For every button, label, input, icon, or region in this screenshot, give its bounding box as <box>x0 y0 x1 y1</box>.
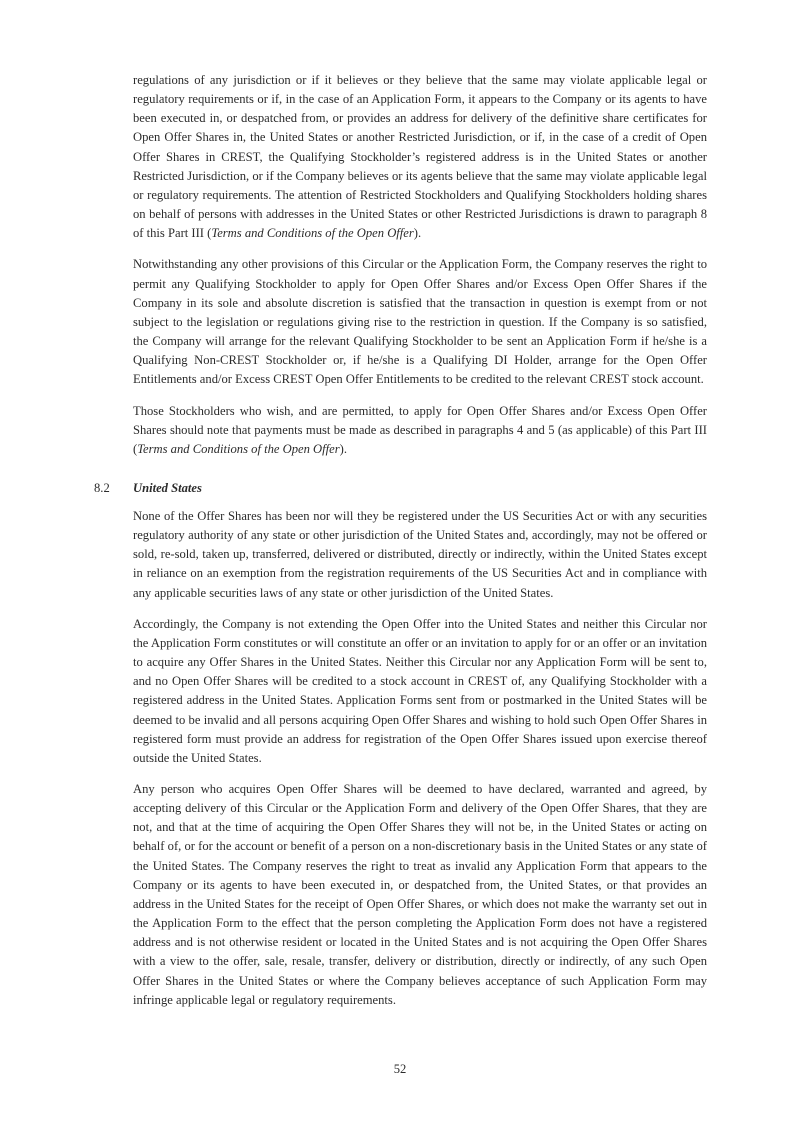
terms-and-conditions-title: Terms and Conditions of the Open Offer <box>137 441 340 456</box>
paragraph-text-tail: ). <box>339 441 347 456</box>
section-number: 8.2 <box>94 480 110 495</box>
paragraph-not-extending-offer: Accordingly, the Company is not extending the Open Offer into the United States and neither this Circular nor the Application Form constitutes or will constitute an offer or an invitation to apply for or an offer or an invitation to acquire any Offer Shares in the United States. Neither this Circular nor any Application Form will be sent to, and no Open Offer Shares will be credited to a stock account in CREST of, any Qualifying Stockholder with a registered address in the United States. Application Forms sent from or postmarked in the United States will be deemed to be invalid and all persons acquiring Open Offer Shares and wishing to hold such Open Offer Shares in registered form must provide an address for registration of the Open Offer Shares issued upon exercise thereof outside the United States. <box>133 616 707 765</box>
paragraph-acquirer-warranties: Any person who acquires Open Offer Shares will be deemed to have declared, warranted and agreed, by accepting delivery of this Circular or the Application Form and delivery of the Open Offer Shares, that they are not, and that at the time of acquiring the Open Offer Shares they will not be, in the United States or acting on behalf of, or for the account or benefit of a person on a non-discretionary basis in the United States or any state of the United States. The Company reserves the right to treat as invalid any Application Form that appears to the Company or its agents to have been executed in, or despatched from, the United States, or that provides an address in the United States for the receipt of Open Offer Shares, or which does not make the warranty set out in the Application Form to the effect that the person completing the Application Form does not have a registered address and is not otherwise resident or located in the United States and is not acquiring the Open Offer Shares with a view to the offer, sale, resale, transfer, delivery or distribution, directly or indirectly, of any such Open Offer Shares in the United States or where the Company believes acceptance of such Application Form may infringe applicable legal or regulatory requirements. <box>133 782 707 1007</box>
paragraph-us-securities-act: None of the Offer Shares has been nor will they be registered under the US Securities Act or with any securities regulatory authority of any state or other jurisdiction of the United States and, accordingly, may not be offered or sold, re-sold, taken up, transferred, delivered or distributed, directly or indirectly, within the United States except in reliance on an exemption from the registration requirements of the US Securities Act and in compliance with any applicable securities laws of any state or other jurisdiction of the United States. <box>133 508 707 600</box>
paragraph-restricted-jurisdictions <box>133 71 707 243</box>
paragraph-text: regulations of any jurisdiction or if it believes or they believe that the same may violate applicable legal or regulatory requirements or if, in the case of an Application Form, it appears to the Company or its agents to have been executed in, or despatched from, or provides an address for delivery of the definitive share certificates for Open Offer Shares in, the United States or another Restricted Jurisdiction, or if, in the case of a credit of Open Offer Shares in CREST, the Qualifying Stockholder’s registered address is in the United States or another Restricted Jurisdiction, or if the Company believes or its agents believe that the same may violate applicable legal or regulatory requirements. The attention of Restricted Stockholders and Qualifying Stockholders holding shares on behalf of persons with addresses in the United States or other Restricted Jurisdictions is drawn to paragraph 8 of this Part III ( <box>133 73 707 241</box>
paragraph-notwithstanding-provisions: Notwithstanding any other provisions of this Circular or the Application Form, the Company reserves the right to permit any Qualifying Stockholder to apply for Open Offer Shares and/or Excess Open Offer Shares if the Company in its sole and absolute discretion is satisfied that the transaction in question is exempt from or not subject to the legislation or regulations giving rise to the restriction in question. If the Company is so satisfied, the Company will arrange for the relevant Qualifying Stockholder to be sent an Application Form if he/she is a Qualifying Non-CREST Stockholder or, if he/she is a Qualifying DI Holder, arrange for the Open Offer Entitlements and/or Excess CREST Open Offer Entitlements to be credited to the relevant CREST stock account. <box>133 257 707 387</box>
page-number-footer: 52 <box>393 1062 407 1076</box>
paragraph-text: Those Stockholders who wish, and are permitted, to apply for Open Offer Shares and/or Excess Open Offer Shares should note that payments must be made as described in paragraphs 4 and 5 (as applicable) of this Part III ( <box>133 403 707 456</box>
page-content <box>94 71 707 1010</box>
section-heading-united-states <box>94 479 707 498</box>
terms-and-conditions-title: Terms and Conditions of the Open Offer <box>211 226 414 241</box>
paragraph-payments <box>133 402 707 459</box>
paragraph-text-tail: ). <box>413 226 422 241</box>
section-title: United States <box>133 480 202 495</box>
